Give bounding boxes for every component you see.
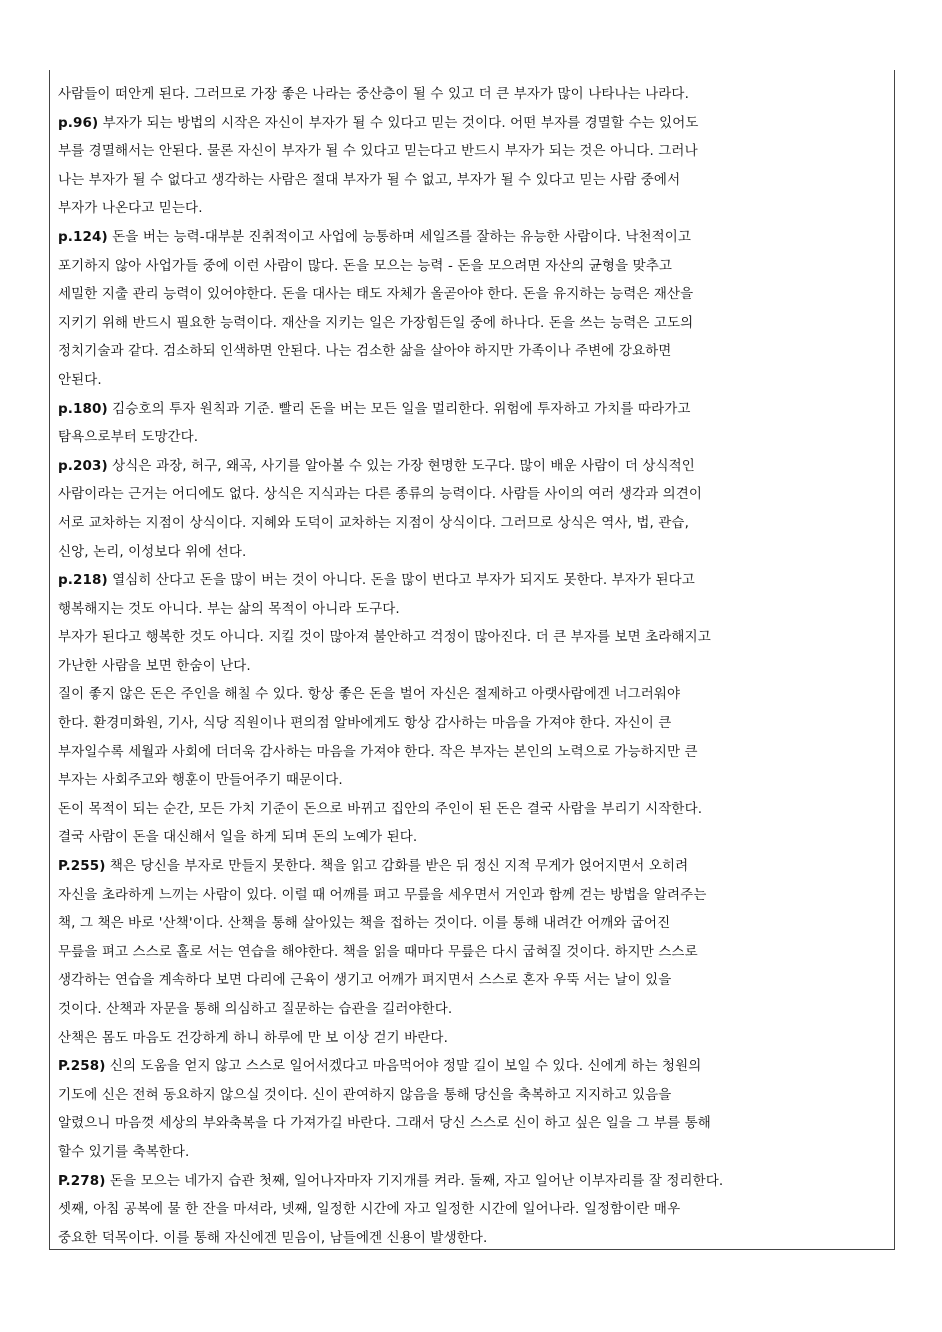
line-text: 부자가 된다고 행복한 것도 아니다. 지킬 것이 많아져 불안하고 걱정이 많아진다. 더 큰 부자를 보면 초라해지고: [58, 629, 711, 646]
line-text: 김승호의 투자 원칙과 기준. 빨리 돈을 버는 모든 일을 멀리한다. 위험에 투자하고 가치를 따라가고: [107, 400, 691, 417]
line-text: 상식은 과장, 허구, 왜곡, 사기를 알아볼 수 있는 가장 현명한 도구다. 많이 배운 사람이 더 상식적인: [107, 457, 695, 474]
text-line: [58, 566, 888, 595]
text-line: [58, 194, 888, 223]
text-line: [58, 766, 888, 795]
text-line: [58, 509, 888, 538]
line-text: 열심히 산다고 돈을 많이 버는 것이 아니다. 돈을 많이 번다고 부자가 되지도 못한다. 부자가 된다고: [107, 572, 695, 589]
text-line: [58, 595, 888, 624]
text-line: [58, 938, 888, 967]
line-text: 신의 도움을 얻지 않고 스스로 일어서겠다고 마음먹어야 정말 길이 보일 수 있다. 신에게 하는 청원의: [105, 1058, 702, 1075]
text-line: [58, 1024, 888, 1053]
line-text: 신앙, 논리, 이성보다 위에 선다.: [58, 543, 247, 560]
line-text: 세밀한 지출 관리 능력이 있어야한다. 돈을 대사는 태도 자체가 올곧아야 한다. 돈을 유지하는 능력은 재산을: [58, 286, 694, 303]
text-line: [58, 423, 888, 452]
text-line: [58, 1052, 888, 1081]
text-line: [58, 366, 888, 395]
text-line: [58, 452, 888, 481]
line-text: 부를 경멸해서는 안된다. 물론 자신이 부자가 될 수 있다고 믿는다고 반드시 부자가 되는 것은 아니다. 그러나: [58, 143, 698, 160]
line-text: 부자일수록 세월과 사회에 더더욱 감사하는 마음을 가져야 한다. 작은 부자는 본인의 노력으로 가능하지만 큰: [58, 743, 698, 760]
line-text: 돈이 목적이 되는 순간, 모든 가치 기준이 돈으로 바뀌고 집안의 주인이 된 돈은 결국 사람을 부리기 시작한다.: [58, 800, 703, 817]
text-line: [58, 852, 888, 881]
text-line: [58, 337, 888, 366]
text-line: [58, 109, 888, 138]
text-line: [58, 623, 888, 652]
text-line: [58, 795, 888, 824]
text-line: [58, 1138, 888, 1167]
line-text: 부자는 사회주고와 행훈이 만들어주기 때문이다.: [58, 772, 343, 789]
text-line: [58, 480, 888, 509]
page-reference: P.258): [58, 1058, 106, 1075]
line-text: 것이다. 산책과 자문을 통해 의심하고 질문하는 습관을 길러야한다.: [58, 1001, 453, 1017]
line-text: 정치기술과 같다. 검소하되 인색하면 안된다. 나는 검소한 삶을 살아야 하지만 가족이나 주변에 강요하면: [58, 343, 672, 360]
page-reference: P.278): [58, 1172, 106, 1189]
text-line: [58, 1224, 888, 1253]
page-reference: P.255): [58, 858, 106, 875]
line-text: 기도에 신은 전혀 동요하지 않으실 것이다. 신이 관여하지 않음을 통해 당신을 축복하고 지지하고 있음을: [58, 1086, 672, 1103]
line-text: 질이 좋지 않은 돈은 주인을 해칠 수 있다. 항상 좋은 돈을 벌어 자신은 절제하고 아랫사람에겐 너그러워야: [58, 686, 681, 703]
text-line: [58, 80, 888, 109]
text-line: [58, 738, 888, 767]
line-text: 결국 사람이 돈을 대신해서 일을 하게 되며 돈의 노예가 된다.: [58, 829, 418, 846]
text-line: [58, 909, 888, 938]
text-line: [58, 652, 888, 681]
line-text: 가난한 사람을 보면 한숨이 난다.: [58, 657, 251, 674]
page-reference: p.124): [58, 228, 108, 245]
line-text: 한다. 환경미화원, 기사, 식당 직원이나 편의점 알바에게도 항상 감사하는 마음을 가져야 한다. 자신이 큰: [58, 715, 672, 732]
line-text: 책, 그 책은 바로 '산책'이다. 산책을 통해 살아있는 책을 접하는 것이다. 이를 통해 내려간 어깨와 굽어진: [58, 915, 671, 932]
text-line: [58, 709, 888, 738]
text-line: [58, 881, 888, 910]
line-text: 자신을 초라하게 느끼는 사람이 있다. 이럴 때 어깨를 펴고 무릎을 세우면서 거인과 함께 걷는 방법을 알려주는: [58, 886, 707, 903]
text-line: [58, 823, 888, 852]
page-reference: p.180): [58, 400, 108, 417]
page-reference: p.218): [58, 572, 108, 589]
line-text: 생각하는 연습을 계속하다 보면 다리에 근육이 생기고 어깨가 펴지면서 스스로 혼자 우뚝 서는 날이 있을: [58, 972, 672, 989]
line-text: 중요한 덕목이다. 이를 통해 자신에겐 믿음이, 남들에겐 신용이 발생한다.: [58, 1229, 488, 1246]
line-text: 할수 있기를 축복한다.: [58, 1143, 190, 1160]
line-text: 포기하지 않아 사업가들 중에 이런 사람이 많다. 돈을 모으는 능력 - 돈을 모으려면 자산의 균형을 맞추고: [58, 257, 673, 274]
line-text: 알렸으니 마음껏 세상의 부와축복을 다 가져가길 바란다. 그래서 당신 스스로 신이 하고 싶은 일을 그 부를 통해: [58, 1115, 711, 1132]
text-line: [58, 1109, 888, 1138]
text-line: [58, 995, 888, 1024]
text-line: [58, 166, 888, 195]
line-text: 사람들이 떠안게 된다. 그러므로 가장 좋은 나라는 중산층이 될 수 있고 더 큰 부자가 많이 나타나는 나라다.: [58, 86, 689, 102]
line-text: 돈을 버는 능력-대부분 진취적이고 사업에 능통하며 세일즈를 잘하는 유능한 사람이다. 낙천적이고: [107, 228, 692, 245]
book-notes-content: [58, 80, 888, 1252]
text-line: [58, 223, 888, 252]
text-line: [58, 1081, 888, 1110]
line-text: 탐욕으로부터 도망간다.: [58, 429, 199, 446]
text-line: [58, 252, 888, 281]
line-text: 부자가 되는 방법의 시작은 자신이 부자가 될 수 있다고 믿는 것이다. 어떤 부자를 경멸할 수는 있어도: [98, 114, 699, 131]
line-text: 부자가 나온다고 믿는다.: [58, 200, 203, 217]
line-text: 돈을 모으는 네가지 습관 첫째, 일어나자마자 기지개를 켜라. 둘째, 자고 일어난 이부자리를 잘 정리한다.: [105, 1172, 724, 1189]
line-text: 행복해지는 것도 아니다. 부는 삶의 목적이 아니라 도구다.: [58, 600, 400, 617]
text-line: [58, 680, 888, 709]
line-text: 사람이라는 근거는 어디에도 없다. 상식은 지식과는 다른 종류의 능력이다. 사람들 사이의 여러 생각과 의견이: [58, 486, 703, 503]
line-text: 안된다.: [58, 371, 102, 388]
line-text: 지키기 위해 반드시 필요한 능력이다. 재산을 지키는 일은 가장힘든일 중에 하나다. 돈을 쓰는 능력은 고도의: [58, 314, 694, 331]
text-line: [58, 1195, 888, 1224]
text-box-frame: [49, 70, 895, 1250]
line-text: 무릎을 펴고 스스로 홀로 서는 연습을 해야한다. 책을 읽을 때마다 무릎은 다시 굽혀질 것이다. 하지만 스스로: [58, 943, 698, 960]
text-line: [58, 538, 888, 567]
page-reference: p.203): [58, 457, 108, 474]
line-text: 셋째, 아침 공복에 물 한 잔을 마셔라, 넷째, 일정한 시간에 자고 일정한 시간에 일어나라. 일정함이란 매우: [58, 1201, 681, 1218]
text-line: [58, 966, 888, 995]
text-line: [58, 280, 888, 309]
text-line: [58, 309, 888, 338]
line-text: 서로 교차하는 지점이 상식이다. 지혜와 도덕이 교차하는 지점이 상식이다. 그러므로 상식은 역사, 법, 관습,: [58, 514, 689, 531]
text-line: [58, 1167, 888, 1196]
page-reference: p.96): [58, 114, 99, 131]
text-line: [58, 395, 888, 424]
line-text: 나는 부자가 될 수 없다고 생각하는 사람은 절대 부자가 될 수 없고, 부자가 될 수 있다고 믿는 사람 중에서: [58, 171, 681, 188]
line-text: 산책은 몸도 마음도 건강하게 하니 하루에 만 보 이상 걷기 바란다.: [58, 1029, 448, 1046]
line-text: 책은 당신을 부자로 만들지 못한다. 책을 읽고 감화를 받은 뒤 정신 지적 무게가 얹어지면서 오히려: [105, 858, 689, 875]
text-line: [58, 137, 888, 166]
